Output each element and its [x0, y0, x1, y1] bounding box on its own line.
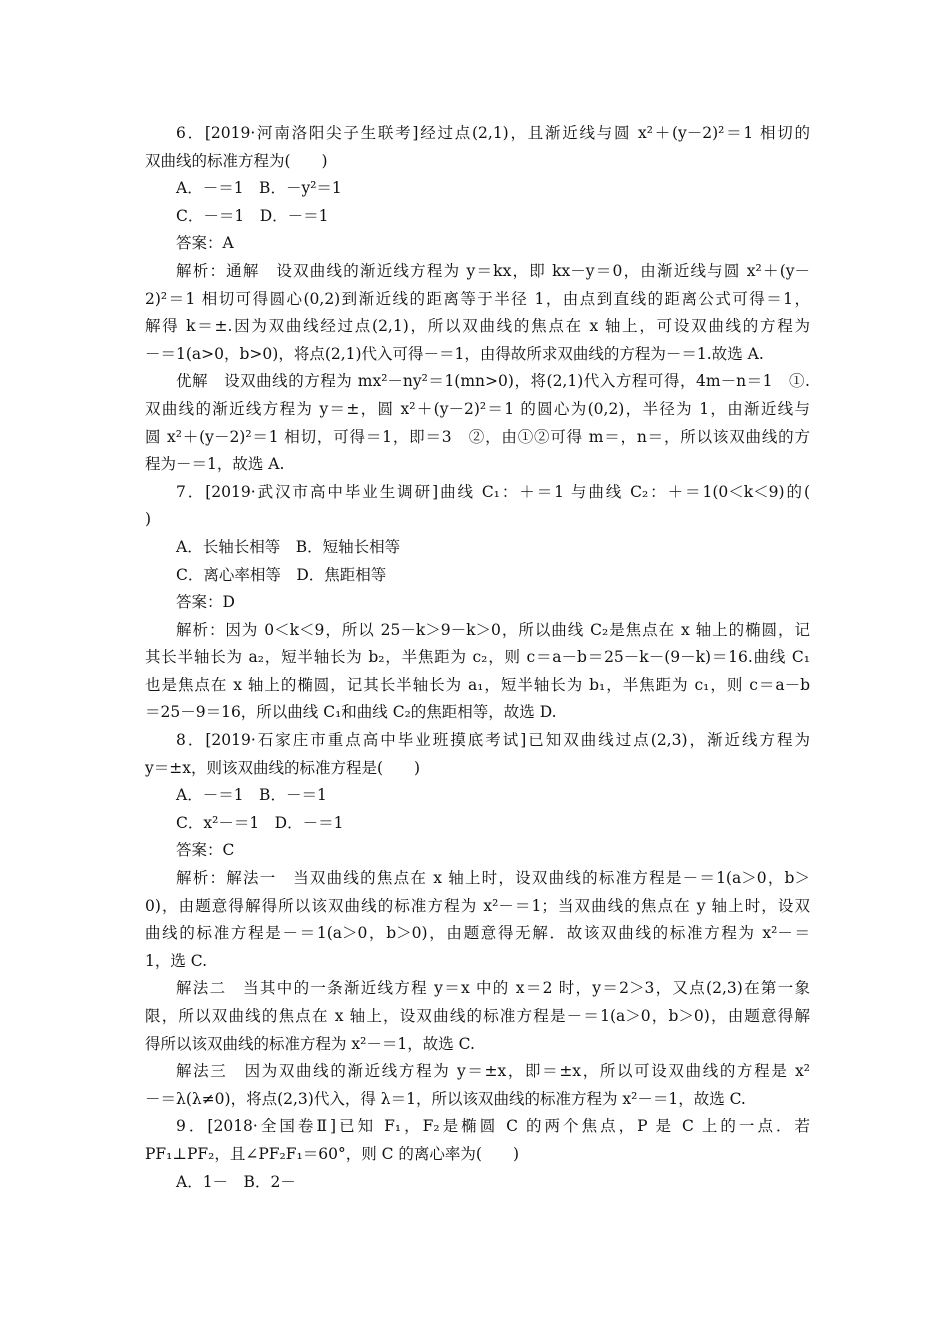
- option-line: C．x²－＝1 D．－＝1: [176, 813, 344, 832]
- question-stem-line: 6．[2019·河南洛阳尖子生联考]经过点(2,1)，且渐近线与圆 x²＋(y－2)²＝1 相切的: [176, 124, 810, 142]
- question-stem-line: 8．[2019·石家庄市重点高中毕业班摸底考试]已知双曲线过点(2,3)，渐近线方程为: [176, 731, 810, 750]
- analysis-line: 解析：通解 设双曲线的渐近线方程为 y＝kx，即 kx－y＝0，由渐近线与圆 x²＋(y－: [176, 261, 810, 280]
- analysis-line: 0)，由题意得解得所以该双曲线的标准方程为 x²－＝1；当双曲线的焦点在 y 轴上时，设双: [145, 896, 810, 915]
- answer-line: 答案：A: [176, 234, 234, 253]
- analysis-line: ＝25－9＝16，所以曲线 C₁和曲线 C₂的焦距相等，故选 D.: [145, 703, 557, 722]
- analysis-line: 也是焦点在 x 轴上的椭圆，记其长半轴长为 a₁，短半轴长为 b₁，半焦距为 c₁，则 c＝a－b: [145, 675, 810, 694]
- analysis-line: 2)²＝1 相切可得圆心(0,2)到渐近线的距离等于半径 1，由点到直线的距离公式可得＝1，: [145, 289, 810, 308]
- analysis-line: 1，选 C.: [145, 951, 208, 970]
- question-9: [145, 1113, 810, 1196]
- question-8: [145, 727, 810, 1113]
- option-line: A．长轴长相等 B．短轴长相等: [176, 537, 401, 556]
- analysis-line: 得所以该双曲线的标准方程为 x²－＝1，故选 C.: [145, 1034, 475, 1053]
- analysis-line: 曲线的标准方程是－＝1(a＞0，b＞0)，由题意得无解．故该双曲线的标准方程为 x²－＝: [145, 924, 810, 943]
- answer-line: 答案：C: [176, 841, 235, 860]
- question-6: [145, 120, 810, 479]
- analysis-line: 其长半轴长为 a₂，短半轴长为 b₂，半焦距为 c₂，则 c＝a－b＝25－k－(9－k)＝16.曲线 C₁: [145, 648, 810, 667]
- answer-line: 答案：D: [176, 593, 235, 612]
- question-stem-line: ): [145, 510, 152, 529]
- analysis-line: 解析：解法一 当双曲线的焦点在 x 轴上时，设双曲线的标准方程是－＝1(a＞0，b＞: [176, 869, 810, 888]
- question-stem-line: PF₁⊥PF₂，且∠PF₂F₁＝60°，则 C 的离心率为( ): [145, 1144, 520, 1163]
- document-page: [145, 120, 810, 1196]
- option-line: A．－＝1 B．－＝1: [176, 786, 327, 805]
- question-7: [145, 479, 810, 727]
- option-line: A．－＝1 B．－y²＝1: [176, 179, 342, 198]
- analysis-line: 限，所以双曲线的焦点在 x 轴上，设双曲线的标准方程是－＝1(a＞0，b＞0)，由题意得解: [145, 1007, 810, 1025]
- option-line: A．1－ B．2－: [176, 1172, 296, 1191]
- analysis-line: 解法二 当其中的一条渐近线方程 y＝x 中的 x＝2 时，y＝2＞3，又点(2,3)在第一象: [176, 979, 810, 998]
- question-stem-line: y＝±x，则该双曲线的标准方程是( ): [145, 758, 421, 777]
- analysis-line: 优解 设双曲线的方程为 mx²－ny²＝1(mn>0)，将(2,1)代入方程可得，4m－n＝1 ①.: [176, 372, 810, 391]
- analysis-line: 解法三 因为双曲线的渐近线方程为 y＝±x，即＝±x，所以可设双曲线的方程是 x²: [176, 1062, 810, 1081]
- analysis-line: －＝1(a>0，b>0)，将点(2,1)代入可得－＝1，由得故所求双曲线的方程为－＝1.故选 A.: [145, 344, 764, 363]
- question-stem-line: 双曲线的标准方程为( ): [145, 151, 328, 170]
- analysis-line: 双曲线的渐近线方程为 y＝±，圆 x²＋(y－2)²＝1 的圆心为(0,2)，半径为 1，由渐近线与: [145, 399, 810, 418]
- question-stem-line: 7．[2019·武汉市高中毕业生调研]曲线 C₁：＋＝1 与曲线 C₂：＋＝1(0＜k＜9)的(: [176, 482, 810, 501]
- analysis-line: 程为－＝1，故选 A.: [145, 455, 285, 474]
- analysis-line: 解得 k＝±.因为双曲线经过点(2,1)，所以双曲线的焦点在 x 轴上，可设双曲线的方程为: [145, 317, 810, 336]
- question-stem-line: 9．[2018·全国卷Ⅱ]已知 F₁，F₂是椭圆 C 的两个焦点，P 是 C 上的一点．若: [176, 1117, 810, 1136]
- analysis-line: 圆 x²＋(y－2)²＝1 相切，可得＝1，即＝3 ②，由①②可得 m＝，n＝，所以该双曲线的方: [145, 427, 810, 446]
- analysis-line: 解析：因为 0＜k＜9，所以 25－k＞9－k＞0，所以曲线 C₂是焦点在 x 轴上的椭圆，记: [176, 620, 810, 639]
- option-line: C．离心率相等 D．焦距相等: [176, 565, 387, 584]
- analysis-line: －＝λ(λ≠0)，将点(2,3)代入，得 λ＝1，所以该双曲线的标准方程为 x²－＝1，故选 C.: [145, 1089, 746, 1108]
- option-line: C．－＝1 D．－＝1: [176, 206, 329, 225]
